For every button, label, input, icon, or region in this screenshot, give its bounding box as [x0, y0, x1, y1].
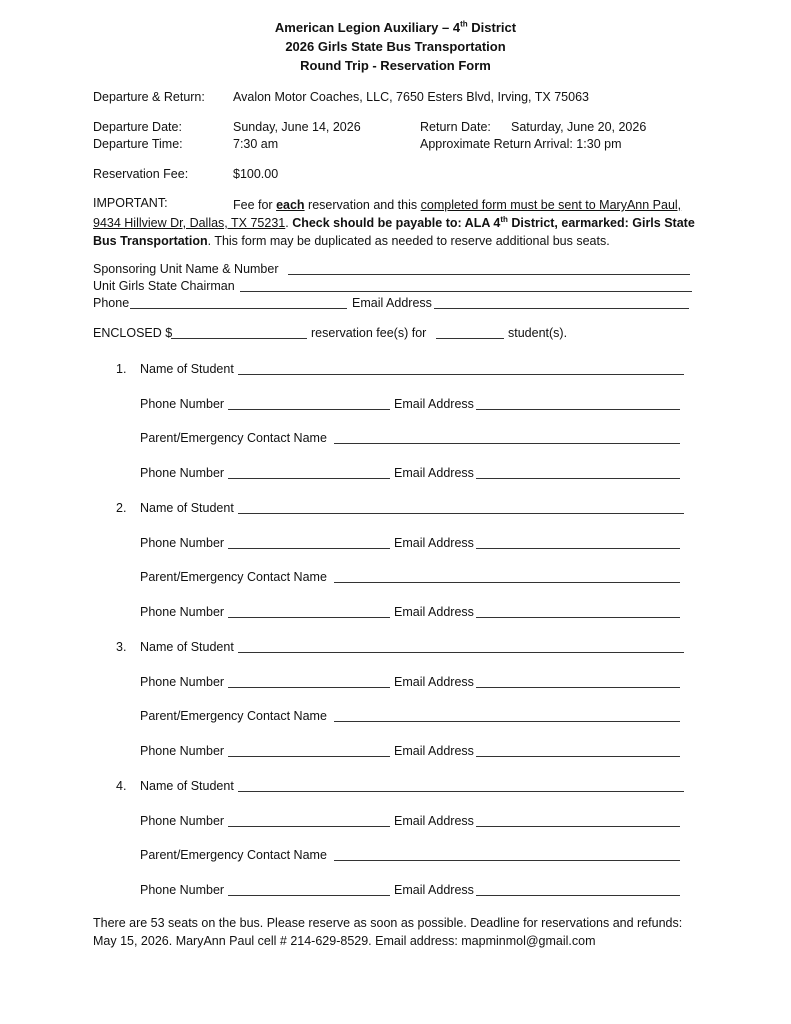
contact-email-label: Email Address — [394, 744, 474, 758]
student-number: 2. — [116, 501, 127, 515]
contact-email-label: Email Address — [394, 466, 474, 480]
contact-phone-field[interactable] — [228, 466, 390, 479]
student-name-label: Name of Student — [140, 362, 234, 376]
student-email-label: Email Address — [394, 536, 474, 550]
form-title-event: 2026 Girls State Bus Transportation — [285, 39, 506, 54]
student-count-field[interactable] — [436, 326, 504, 339]
student-name-label: Name of Student — [140, 640, 234, 654]
contact-email-field[interactable] — [476, 744, 680, 757]
footer-line-2: May 15, 2026. MaryAnn Paul cell # 214-629-8529. Email address: mapminmol@gmail.com — [93, 934, 596, 948]
student-phone-label: Phone Number — [140, 675, 225, 689]
student-email-label: Email Address — [394, 814, 474, 828]
return-arrival: Approximate Return Arrival: 1:30 pm — [420, 137, 622, 151]
contact-phone-field[interactable] — [228, 744, 390, 757]
emergency-contact-field[interactable] — [334, 709, 680, 722]
student-name-field[interactable] — [238, 640, 684, 653]
contact-email-field[interactable] — [476, 605, 680, 618]
student-email-field[interactable] — [476, 536, 680, 549]
contact-email-field[interactable] — [476, 466, 680, 479]
student-number: 4. — [116, 779, 127, 793]
departure-time-label: Departure Time: — [93, 137, 183, 151]
student-phone-field[interactable] — [228, 536, 390, 549]
student-name-label: Name of Student — [140, 501, 234, 515]
emergency-contact-label: Parent/Emergency Contact Name — [140, 709, 327, 723]
fee-for-label: reservation fee(s) for — [311, 326, 427, 340]
return-date-value: Saturday, June 20, 2026 — [511, 120, 647, 134]
departure-date-label: Departure Date: — [93, 120, 182, 134]
unit-email-field[interactable] — [434, 296, 689, 309]
return-date-label: Return Date: — [420, 120, 491, 134]
departure-time-value: 7:30 am — [233, 137, 279, 151]
student-name-field[interactable] — [238, 779, 684, 792]
contact-phone-field[interactable] — [228, 883, 390, 896]
contact-phone-field[interactable] — [228, 605, 390, 618]
student-email-field[interactable] — [476, 675, 680, 688]
contact-email-label: Email Address — [394, 605, 474, 619]
contact-email-label: Email Address — [394, 883, 474, 897]
form-title-org: American Legion Auxiliary – 4th District — [274, 19, 517, 35]
students-label: student(s). — [508, 326, 568, 340]
student-name-field[interactable] — [238, 501, 684, 514]
emergency-contact-field[interactable] — [334, 848, 680, 861]
contact-phone-label: Phone Number — [140, 605, 225, 619]
important-paragraph: Fee for each reservation and this completed form must be sent to MaryAnn Paul, 9434 Hillview Dr, Dallas, TX 75231. Check should be payable to: ALA 4th District, earmarked: Girls State Bus Transportation. This form may be duplicated as needed to reserve additional bus seats. — [93, 198, 695, 248]
emergency-contact-field[interactable] — [334, 431, 680, 444]
student-phone-label: Phone Number — [140, 536, 225, 550]
unit-email-label: Email Address — [352, 296, 432, 310]
unit-phone-field[interactable] — [130, 296, 347, 309]
contact-phone-label: Phone Number — [140, 744, 225, 758]
departure-date-value: Sunday, June 14, 2026 — [233, 120, 361, 134]
student-name-field[interactable] — [238, 362, 684, 375]
student-number: 3. — [116, 640, 127, 654]
departure-return-value: Avalon Motor Coaches, LLC, 7650 Esters Blvd, Irving, TX 75063 — [233, 90, 589, 104]
student-phone-field[interactable] — [228, 397, 390, 410]
student-email-label: Email Address — [394, 675, 474, 689]
student-name-label: Name of Student — [140, 779, 234, 793]
unit-phone-label: Phone — [93, 296, 130, 310]
emergency-contact-label: Parent/Emergency Contact Name — [140, 570, 327, 584]
contact-phone-label: Phone Number — [140, 466, 225, 480]
contact-email-field[interactable] — [476, 883, 680, 896]
unit-chairman-label: Unit Girls State Chairman — [93, 279, 235, 293]
student-phone-field[interactable] — [228, 675, 390, 688]
reservation-fee-value: $100.00 — [233, 167, 279, 181]
enclosed-amount-field[interactable] — [171, 326, 307, 339]
student-email-label: Email Address — [394, 397, 474, 411]
student-phone-label: Phone Number — [140, 397, 225, 411]
form-title-type: Round Trip - Reservation Form — [300, 58, 491, 73]
emergency-contact-label: Parent/Emergency Contact Name — [140, 431, 327, 445]
contact-phone-label: Phone Number — [140, 883, 225, 897]
student-email-field[interactable] — [476, 397, 680, 410]
reservation-fee-label: Reservation Fee: — [93, 167, 189, 181]
student-phone-field[interactable] — [228, 814, 390, 827]
important-label: IMPORTANT: — [93, 196, 168, 210]
unit-chairman-field[interactable] — [240, 279, 692, 292]
footer-line-1: There are 53 seats on the bus. Please reserve as soon as possible. Deadline for reservations and refunds: — [93, 916, 683, 930]
student-number: 1. — [116, 362, 127, 376]
student-email-field[interactable] — [476, 814, 680, 827]
emergency-contact-field[interactable] — [334, 570, 680, 583]
enclosed-label: ENCLOSED $ — [93, 326, 173, 340]
sponsoring-unit-field[interactable] — [288, 262, 690, 275]
student-phone-label: Phone Number — [140, 814, 225, 828]
sponsoring-unit-label: Sponsoring Unit Name & Number — [93, 262, 279, 276]
emergency-contact-label: Parent/Emergency Contact Name — [140, 848, 327, 862]
departure-return-label: Departure & Return: — [93, 90, 205, 104]
